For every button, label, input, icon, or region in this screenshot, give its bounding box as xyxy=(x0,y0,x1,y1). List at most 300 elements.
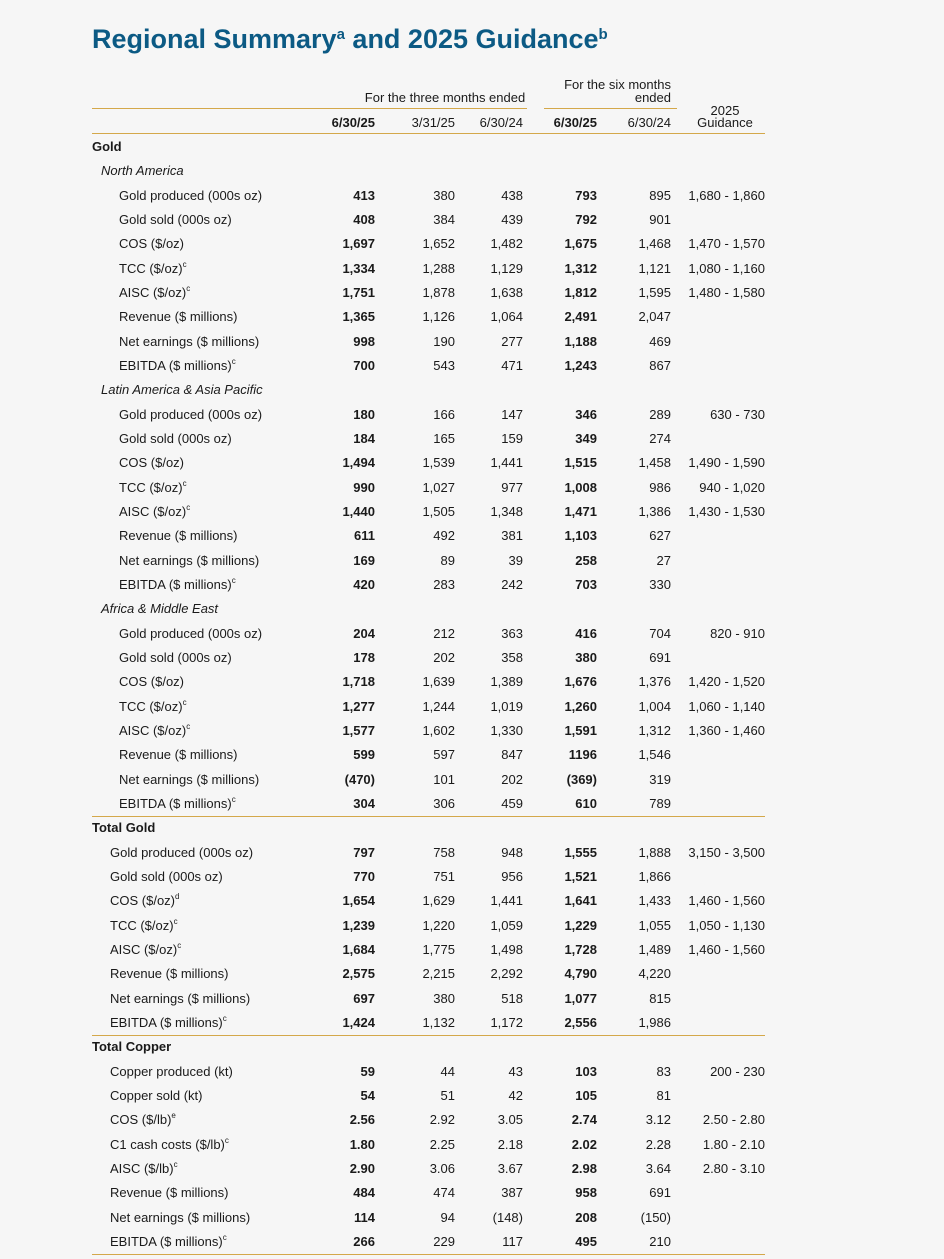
row-label-text: EBITDA ($ millions) xyxy=(119,357,232,373)
footnote-marker: c xyxy=(222,1232,227,1242)
row-label-text: Gold sold (000s oz) xyxy=(119,430,232,446)
table-row xyxy=(92,431,772,455)
cell-value: 1,229 xyxy=(564,917,597,933)
cell-value: 1,389 xyxy=(490,674,523,690)
cell-value: 1,458 xyxy=(638,455,671,471)
row-label xyxy=(119,772,259,787)
cell-value: 1,728 xyxy=(564,941,597,957)
row-label-text: AISC ($/oz) xyxy=(119,503,187,519)
row-label-text: AISC ($/oz) xyxy=(110,941,178,957)
section-header xyxy=(92,139,772,163)
cell-value: 1,330 xyxy=(490,722,523,738)
rule xyxy=(92,816,765,817)
cell-value: 543 xyxy=(433,357,455,373)
cell-value: 751 xyxy=(433,868,455,884)
table-row xyxy=(92,455,772,479)
guidance-value: 200 - 230 xyxy=(710,1063,765,1079)
cell-value: 380 xyxy=(433,990,455,1006)
cell-value: 1,440 xyxy=(342,503,375,519)
cell-value: 474 xyxy=(433,1185,455,1201)
cell-value: 1,220 xyxy=(422,917,455,933)
cell-value: 101 xyxy=(433,771,455,787)
table-row xyxy=(92,480,772,504)
cell-value: 1,386 xyxy=(638,503,671,519)
cell-value: 202 xyxy=(433,649,455,665)
row-label-text: Revenue ($ millions) xyxy=(119,309,238,325)
row-label-text: COS ($/oz) xyxy=(119,455,185,471)
cell-value: 2.98 xyxy=(571,1160,597,1176)
row-label xyxy=(110,1185,229,1200)
cell-value: (369) xyxy=(566,771,597,787)
cell-value: 51 xyxy=(440,1087,455,1103)
row-label xyxy=(110,1161,178,1176)
cell-value: 789 xyxy=(649,795,671,811)
row-label xyxy=(110,869,223,884)
row-label-text: Gold produced (000s oz) xyxy=(110,844,254,860)
cell-value: 492 xyxy=(433,528,455,544)
table-row xyxy=(92,1064,772,1088)
cell-value: 147 xyxy=(501,406,523,422)
cell-value: 703 xyxy=(575,576,597,592)
cell-value: 2,556 xyxy=(564,1014,597,1030)
cell-value: 469 xyxy=(649,333,671,349)
footnote-marker: c xyxy=(231,356,236,366)
table-row xyxy=(92,869,772,893)
table-row xyxy=(92,942,772,966)
cell-value: 43 xyxy=(508,1063,523,1079)
cell-value: 1,654 xyxy=(342,893,375,909)
cell-value: 1,555 xyxy=(564,844,597,860)
table-row xyxy=(92,309,772,333)
guidance-value: 940 - 1,020 xyxy=(699,479,765,495)
guidance-value: 2.80 - 3.10 xyxy=(702,1160,765,1176)
row-label xyxy=(110,991,250,1006)
cell-value: 39 xyxy=(508,552,523,568)
row-label xyxy=(119,309,238,324)
table-row xyxy=(92,772,772,796)
cell-value: 1,260 xyxy=(564,698,597,714)
cell-value: 1,348 xyxy=(490,503,523,519)
guidance-value: 1,420 - 1,520 xyxy=(688,674,765,690)
cell-value: 4,220 xyxy=(638,966,671,982)
row-label-text: Gold produced (000s oz) xyxy=(119,187,263,203)
rule xyxy=(92,1254,765,1255)
row-label-text: Gold sold (000s oz) xyxy=(110,868,223,884)
cell-value: 1,468 xyxy=(638,236,671,252)
header-six-months: For the six months ended xyxy=(564,77,671,105)
cell-value: 258 xyxy=(575,552,597,568)
table-row xyxy=(92,918,772,942)
row-label-text: EBITDA ($ millions) xyxy=(119,576,232,592)
cell-value: 1,172 xyxy=(490,1014,523,1030)
cell-value: 1,334 xyxy=(342,260,375,276)
cell-value: 770 xyxy=(353,868,375,884)
row-label xyxy=(119,188,262,203)
row-label-text: Net earnings ($ millions) xyxy=(119,333,260,349)
cell-value: 1,498 xyxy=(490,941,523,957)
cell-value: 1,244 xyxy=(422,698,455,714)
table-row xyxy=(92,553,772,577)
row-label-text: Gold sold (000s oz) xyxy=(119,649,232,665)
cell-value: 793 xyxy=(575,187,597,203)
row-label xyxy=(110,1210,250,1225)
cell-value: 1,539 xyxy=(422,455,455,471)
row-label xyxy=(119,431,232,446)
footnote-marker: c xyxy=(173,916,178,926)
table-row xyxy=(92,1112,772,1136)
cell-value: 413 xyxy=(353,187,375,203)
cell-value: 380 xyxy=(433,187,455,203)
guidance-value: 1,050 - 1,130 xyxy=(688,917,765,933)
cell-value: 1,878 xyxy=(422,284,455,300)
row-label xyxy=(119,553,259,568)
col-header: 6/30/25 xyxy=(331,115,375,130)
cell-value: 1,064 xyxy=(490,309,523,325)
cell-value: 958 xyxy=(575,1185,597,1201)
cell-value: 1,684 xyxy=(342,941,375,957)
cell-value: 1,505 xyxy=(422,503,455,519)
row-label xyxy=(110,893,179,908)
cell-value: 1,129 xyxy=(490,260,523,276)
cell-value: 266 xyxy=(353,1233,375,1249)
row-label-text: Net earnings ($ millions) xyxy=(119,552,260,568)
cell-value: 471 xyxy=(501,357,523,373)
footnote-marker: c xyxy=(173,1159,178,1169)
row-label xyxy=(110,918,178,933)
cell-value: 1,591 xyxy=(564,722,597,738)
cell-value: 274 xyxy=(649,430,671,446)
rule xyxy=(92,1035,765,1036)
section-label: Total Copper xyxy=(92,1039,172,1055)
cell-value: 165 xyxy=(433,430,455,446)
cell-value: 42 xyxy=(508,1087,523,1103)
cell-value: 691 xyxy=(649,1185,671,1201)
cell-value: 3.12 xyxy=(645,1112,671,1128)
cell-value: 4,790 xyxy=(564,966,597,982)
cell-value: 610 xyxy=(575,795,597,811)
cell-value: 948 xyxy=(501,844,523,860)
cell-value: 306 xyxy=(433,795,455,811)
cell-value: 815 xyxy=(649,990,671,1006)
region-label: Latin America & Asia Pacific xyxy=(101,382,263,398)
footnote-marker: b xyxy=(598,26,608,43)
cell-value: 105 xyxy=(575,1087,597,1103)
table-row xyxy=(92,334,772,358)
cell-value: 420 xyxy=(353,576,375,592)
cell-value: 792 xyxy=(575,211,597,227)
cell-value: 1,441 xyxy=(490,893,523,909)
cell-value: 349 xyxy=(575,430,597,446)
cell-value: 438 xyxy=(501,187,523,203)
row-label xyxy=(119,747,238,762)
cell-value: 408 xyxy=(353,211,375,227)
cell-value: 895 xyxy=(649,187,671,203)
cell-value: 103 xyxy=(575,1063,597,1079)
cell-value: 1,312 xyxy=(564,260,597,276)
row-label xyxy=(119,407,262,422)
cell-value: 117 xyxy=(502,1233,523,1249)
cell-value: 956 xyxy=(501,868,523,884)
cell-value: 1,424 xyxy=(342,1014,375,1030)
col-header: 6/30/25 xyxy=(553,115,597,130)
cell-value: 1,027 xyxy=(422,479,455,495)
row-label xyxy=(110,1088,202,1103)
cell-value: 697 xyxy=(353,990,375,1006)
cell-value: 94 xyxy=(440,1209,455,1225)
table-row xyxy=(92,674,772,698)
row-label xyxy=(110,1137,229,1152)
cell-value: 1,494 xyxy=(342,455,375,471)
row-label-text: TCC ($/oz) xyxy=(119,260,183,276)
row-label xyxy=(119,504,190,519)
row-label xyxy=(119,674,184,689)
cell-value: 758 xyxy=(433,844,455,860)
cell-value: 358 xyxy=(501,649,523,665)
cell-value: 208 xyxy=(575,1209,597,1225)
section-header xyxy=(92,820,772,844)
cell-value: 330 xyxy=(649,576,671,592)
section-label: Gold xyxy=(92,139,122,154)
cell-value: 190 xyxy=(433,333,455,349)
row-label xyxy=(110,966,229,981)
table-row xyxy=(92,1088,772,1112)
cell-value: 1,277 xyxy=(342,698,375,714)
rule xyxy=(92,108,527,109)
cell-value: 704 xyxy=(649,625,671,641)
footnote-marker: a xyxy=(336,26,345,43)
cell-value: 901 xyxy=(649,211,671,227)
cell-value: 495 xyxy=(575,1233,597,1249)
row-label xyxy=(119,358,236,373)
table-row xyxy=(92,504,772,528)
cell-value: 1,629 xyxy=(422,893,455,909)
cell-value: 2.18 xyxy=(497,1136,523,1152)
row-label-text: Revenue ($ millions) xyxy=(119,747,238,763)
cell-value: 1,121 xyxy=(638,260,671,276)
cell-value: 1196 xyxy=(568,747,597,763)
section-label: Total Gold xyxy=(92,820,156,836)
cell-value: 27 xyxy=(656,552,671,568)
cell-value: 977 xyxy=(501,479,523,495)
row-label-text: Gold produced (000s oz) xyxy=(119,406,263,422)
row-label xyxy=(110,1112,176,1127)
cell-value: 387 xyxy=(501,1185,523,1201)
row-label xyxy=(110,942,181,957)
row-label xyxy=(119,626,262,641)
row-label-text: Revenue ($ millions) xyxy=(110,966,229,982)
cell-value: 1,675 xyxy=(564,236,597,252)
table-row xyxy=(92,188,772,212)
row-label-text: TCC ($/oz) xyxy=(119,479,183,495)
cell-value: 1,482 xyxy=(490,236,523,252)
cell-value: (148) xyxy=(492,1209,523,1225)
guidance-value: 2.50 - 2.80 xyxy=(702,1112,765,1128)
cell-value: 986 xyxy=(649,479,671,495)
cell-value: 847 xyxy=(501,747,523,763)
row-label xyxy=(119,236,184,251)
cell-value: 3.06 xyxy=(429,1160,455,1176)
footnote-marker: c xyxy=(222,1013,227,1023)
footnote-marker: c xyxy=(182,259,187,269)
guidance-value: 820 - 910 xyxy=(710,625,765,641)
cell-value: 2.56 xyxy=(349,1112,375,1128)
cell-value: 1,471 xyxy=(564,503,597,519)
cell-value: 2.74 xyxy=(571,1112,597,1128)
row-label-text: Gold sold (000s oz) xyxy=(119,211,232,227)
row-label-text: EBITDA ($ millions) xyxy=(119,795,232,811)
row-label-text: COS ($/oz) xyxy=(110,893,176,909)
row-label xyxy=(119,261,187,276)
col-header: 6/30/24 xyxy=(627,115,671,130)
col-header: 3/31/25 xyxy=(411,115,455,130)
cell-value: 289 xyxy=(649,406,671,422)
cell-value: 1,126 xyxy=(422,309,455,325)
cell-value: 54 xyxy=(360,1087,375,1103)
row-label xyxy=(119,650,232,665)
row-label-text: Copper produced (kt) xyxy=(110,1063,233,1079)
cell-value: 166 xyxy=(433,406,455,422)
row-label xyxy=(119,796,236,811)
row-label-text: Gold produced (000s oz) xyxy=(119,625,263,641)
table-row xyxy=(92,699,772,723)
row-label xyxy=(119,577,236,592)
region-label: North America xyxy=(101,163,184,179)
cell-value: 1,577 xyxy=(342,722,375,738)
cell-value: 1,489 xyxy=(638,941,671,957)
cell-value: 83 xyxy=(656,1063,671,1079)
table-row xyxy=(92,407,772,431)
cell-value: 1,441 xyxy=(490,455,523,471)
table-row xyxy=(92,528,772,552)
cell-value: 363 xyxy=(501,625,523,641)
guidance-value: 630 - 730 xyxy=(710,406,765,422)
cell-value: 180 xyxy=(353,406,375,422)
cell-value: 1,697 xyxy=(342,236,375,252)
region-header xyxy=(92,382,772,406)
cell-value: 1,718 xyxy=(342,674,375,690)
row-label xyxy=(110,1064,233,1079)
cell-value: 159 xyxy=(501,430,523,446)
cell-value: 2.92 xyxy=(429,1112,455,1128)
cell-value: 210 xyxy=(649,1233,671,1249)
cell-value: 1,008 xyxy=(564,479,597,495)
guidance-value: 1,680 - 1,860 xyxy=(688,187,765,203)
footnote-marker: c xyxy=(231,575,236,585)
row-label-text: AISC ($/oz) xyxy=(119,284,187,300)
cell-value: 611 xyxy=(354,528,375,544)
footnote-marker: c xyxy=(231,794,236,804)
cell-value: 283 xyxy=(433,576,455,592)
table-row xyxy=(92,358,772,382)
table-row xyxy=(92,285,772,309)
cell-value: 1,676 xyxy=(564,674,597,690)
cell-value: 204 xyxy=(353,625,375,641)
cell-value: (150) xyxy=(640,1209,671,1225)
table-row xyxy=(92,1137,772,1161)
cell-value: 700 xyxy=(353,357,375,373)
cell-value: 304 xyxy=(353,795,375,811)
guidance-value: 3,150 - 3,500 xyxy=(688,844,765,860)
cell-value: 518 xyxy=(501,990,523,1006)
row-label xyxy=(119,212,232,227)
cell-value: 1,775 xyxy=(422,941,455,957)
row-label-text: COS ($/lb) xyxy=(110,1112,172,1128)
header-guidance-label: Guidance xyxy=(697,115,753,130)
cell-value: 1,288 xyxy=(422,260,455,276)
rule xyxy=(544,108,677,109)
cell-value: 1,888 xyxy=(638,844,671,860)
row-label-text: Net earnings ($ millions) xyxy=(119,771,260,787)
cell-value: 1,243 xyxy=(564,357,597,373)
table-row xyxy=(92,626,772,650)
cell-value: (470) xyxy=(344,771,375,787)
cell-value: 3.67 xyxy=(497,1160,523,1176)
cell-value: 319 xyxy=(649,771,671,787)
guidance-value: 1,460 - 1,560 xyxy=(688,941,765,957)
cell-value: 1,546 xyxy=(638,747,671,763)
table-row xyxy=(92,577,772,601)
cell-value: 797 xyxy=(353,844,375,860)
cell-value: 1,077 xyxy=(564,990,597,1006)
cell-value: 1,812 xyxy=(564,284,597,300)
cell-value: 439 xyxy=(501,211,523,227)
footnote-marker: c xyxy=(186,721,191,731)
footnote-marker: c xyxy=(224,1135,229,1145)
row-label-text: Revenue ($ millions) xyxy=(110,1185,229,1201)
table-row xyxy=(92,1210,772,1234)
row-label xyxy=(119,699,187,714)
cell-value: 3.64 xyxy=(645,1160,671,1176)
row-label xyxy=(119,723,190,738)
cell-value: 2.28 xyxy=(645,1136,671,1152)
row-label-text: C1 cash costs ($/lb) xyxy=(110,1136,225,1152)
cell-value: 990 xyxy=(353,479,375,495)
table-row xyxy=(92,723,772,747)
row-label xyxy=(110,1015,227,1030)
row-label-text: AISC ($/oz) xyxy=(119,722,187,738)
cell-value: 184 xyxy=(353,430,375,446)
row-label-text: AISC ($/lb) xyxy=(110,1160,174,1176)
row-label-text: EBITDA ($ millions) xyxy=(110,1014,223,1030)
cell-value: 1,103 xyxy=(564,528,597,544)
footnote-marker: c xyxy=(182,478,187,488)
cell-value: 2.02 xyxy=(571,1136,597,1152)
region-label: Africa & Middle East xyxy=(101,601,219,617)
region-header xyxy=(92,163,772,187)
cell-value: 2,215 xyxy=(422,966,455,982)
cell-value: 599 xyxy=(353,747,375,763)
row-label xyxy=(119,285,190,300)
cell-value: 1,055 xyxy=(638,917,671,933)
col-header: 6/30/24 xyxy=(479,115,523,130)
guidance-value: 1,480 - 1,580 xyxy=(688,284,765,300)
table-row xyxy=(92,1161,772,1185)
cell-value: 1,751 xyxy=(342,284,375,300)
cell-value: 1,004 xyxy=(638,698,671,714)
header-guidance-year: 2025 xyxy=(710,103,740,118)
cell-value: 44 xyxy=(440,1063,455,1079)
cell-value: 1,986 xyxy=(638,1014,671,1030)
table-row xyxy=(92,747,772,771)
cell-value: 381 xyxy=(501,528,523,544)
footnote-marker: e xyxy=(171,1111,176,1121)
cell-value: 416 xyxy=(575,625,597,641)
cell-value: 346 xyxy=(575,406,597,422)
guidance-value: 1,080 - 1,160 xyxy=(688,260,765,276)
cell-value: 484 xyxy=(353,1185,375,1201)
cell-value: 1,602 xyxy=(422,722,455,738)
table-row xyxy=(92,261,772,285)
